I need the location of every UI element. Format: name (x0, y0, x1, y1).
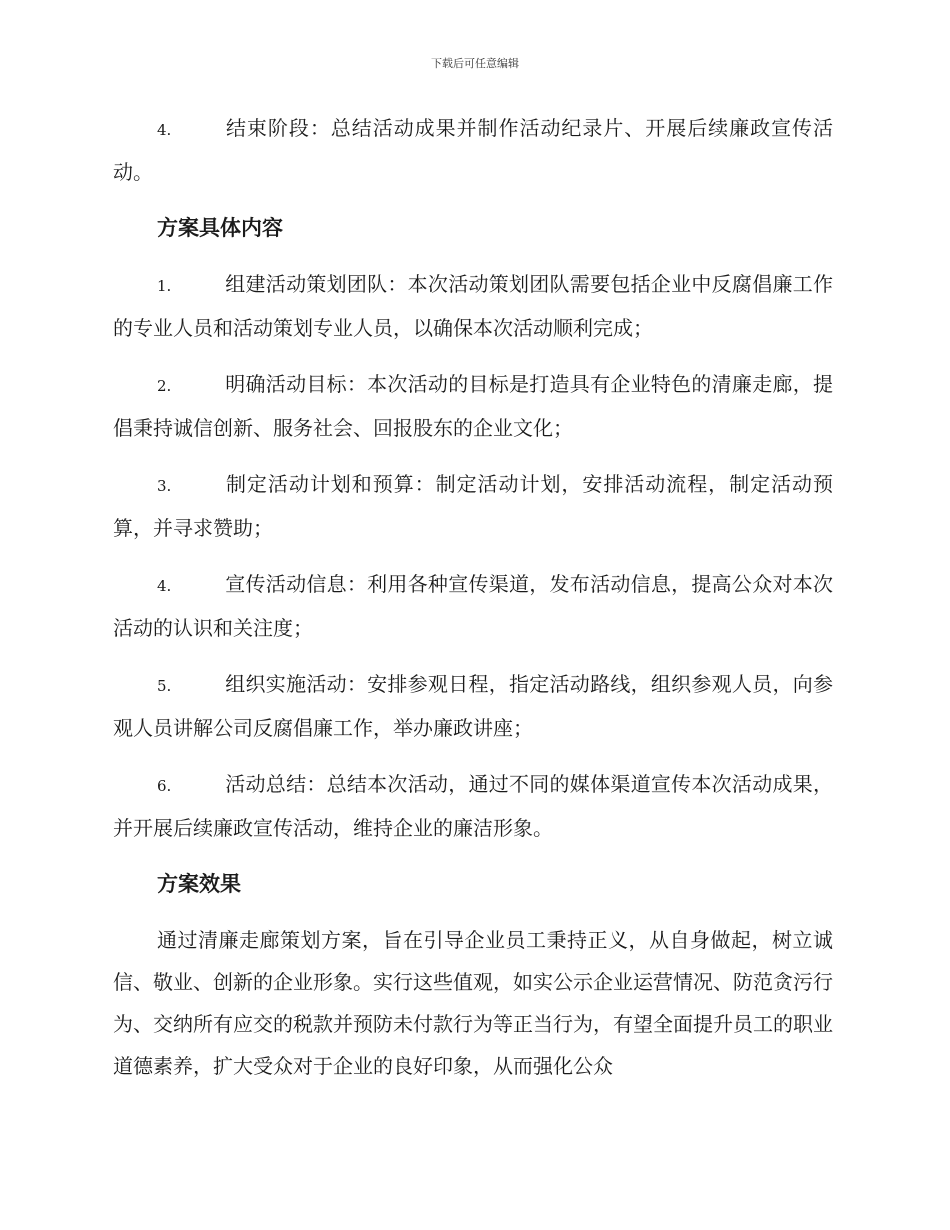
page-header: 下载后可任意编辑 (431, 57, 519, 70)
list-item-text: 明确活动目标：本次活动的目标是打造具有企业特色的清廉走廊，提倡秉持诚信创新、服务社会、回报股东的企业文化； (113, 372, 833, 440)
section-heading-effect: 方案效果 (157, 871, 241, 896)
list-item-number: 3. (157, 477, 172, 495)
list-item-number: 4. (157, 121, 172, 139)
list-item (113, 263, 833, 349)
list-item-text: 结束阶段：总结活动成果并制作活动纪录片、开展后续廉政宣传活动。 (113, 116, 833, 184)
list-item-text: 组织实施活动：安排参观日程，指定活动路线，组织参观人员，向参观人员讲解公司反腐倡廉工作，举办廉政讲座； (113, 672, 833, 740)
list-item (113, 363, 833, 449)
list-item-text: 制定活动计划和预算：制定活动计划，安排活动流程，制定活动预算，并寻求赞助； (113, 472, 833, 540)
list-item (113, 763, 833, 849)
list-item (113, 463, 833, 549)
document-body (113, 107, 833, 1087)
effect-paragraph: 通过清廉走廊策划方案，旨在引导企业员工秉持正义，从自身做起，树立诚信、敬业、创新的企业形象。实行这些值观，如实公示企业运营情况、防范贪污行为、交纳所有应交的税款并预防未付款行为等正当行为，有望全面提升员工的职业道德素养，扩大受众对于企业的良好印象，从而强化公众 (113, 928, 833, 1078)
list-item-number: 5. (157, 677, 172, 695)
list-item (113, 563, 833, 649)
list-item-number: 4. (157, 577, 172, 595)
list-item-text: 宣传活动信息：利用各种宣传渠道，发布活动信息，提高公众对本次活动的认识和关注度； (113, 572, 833, 640)
list-item-number: 2. (157, 377, 172, 395)
list-item-number: 6. (157, 777, 172, 795)
list-item-text: 组建活动策划团队：本次活动策划团队需要包括企业中反腐倡廉工作的专业人员和活动策划专业人员，以确保本次活动顺利完成； (113, 272, 833, 340)
list-item-number: 1. (157, 277, 172, 295)
list-item (113, 663, 833, 749)
list-item-text: 活动总结：总结本次活动，通过不同的媒体渠道宣传本次活动成果，并开展后续廉政宣传活动，维持企业的廉洁形象。 (113, 772, 833, 840)
list-item (113, 107, 833, 193)
section-heading-content: 方案具体内容 (157, 215, 283, 240)
